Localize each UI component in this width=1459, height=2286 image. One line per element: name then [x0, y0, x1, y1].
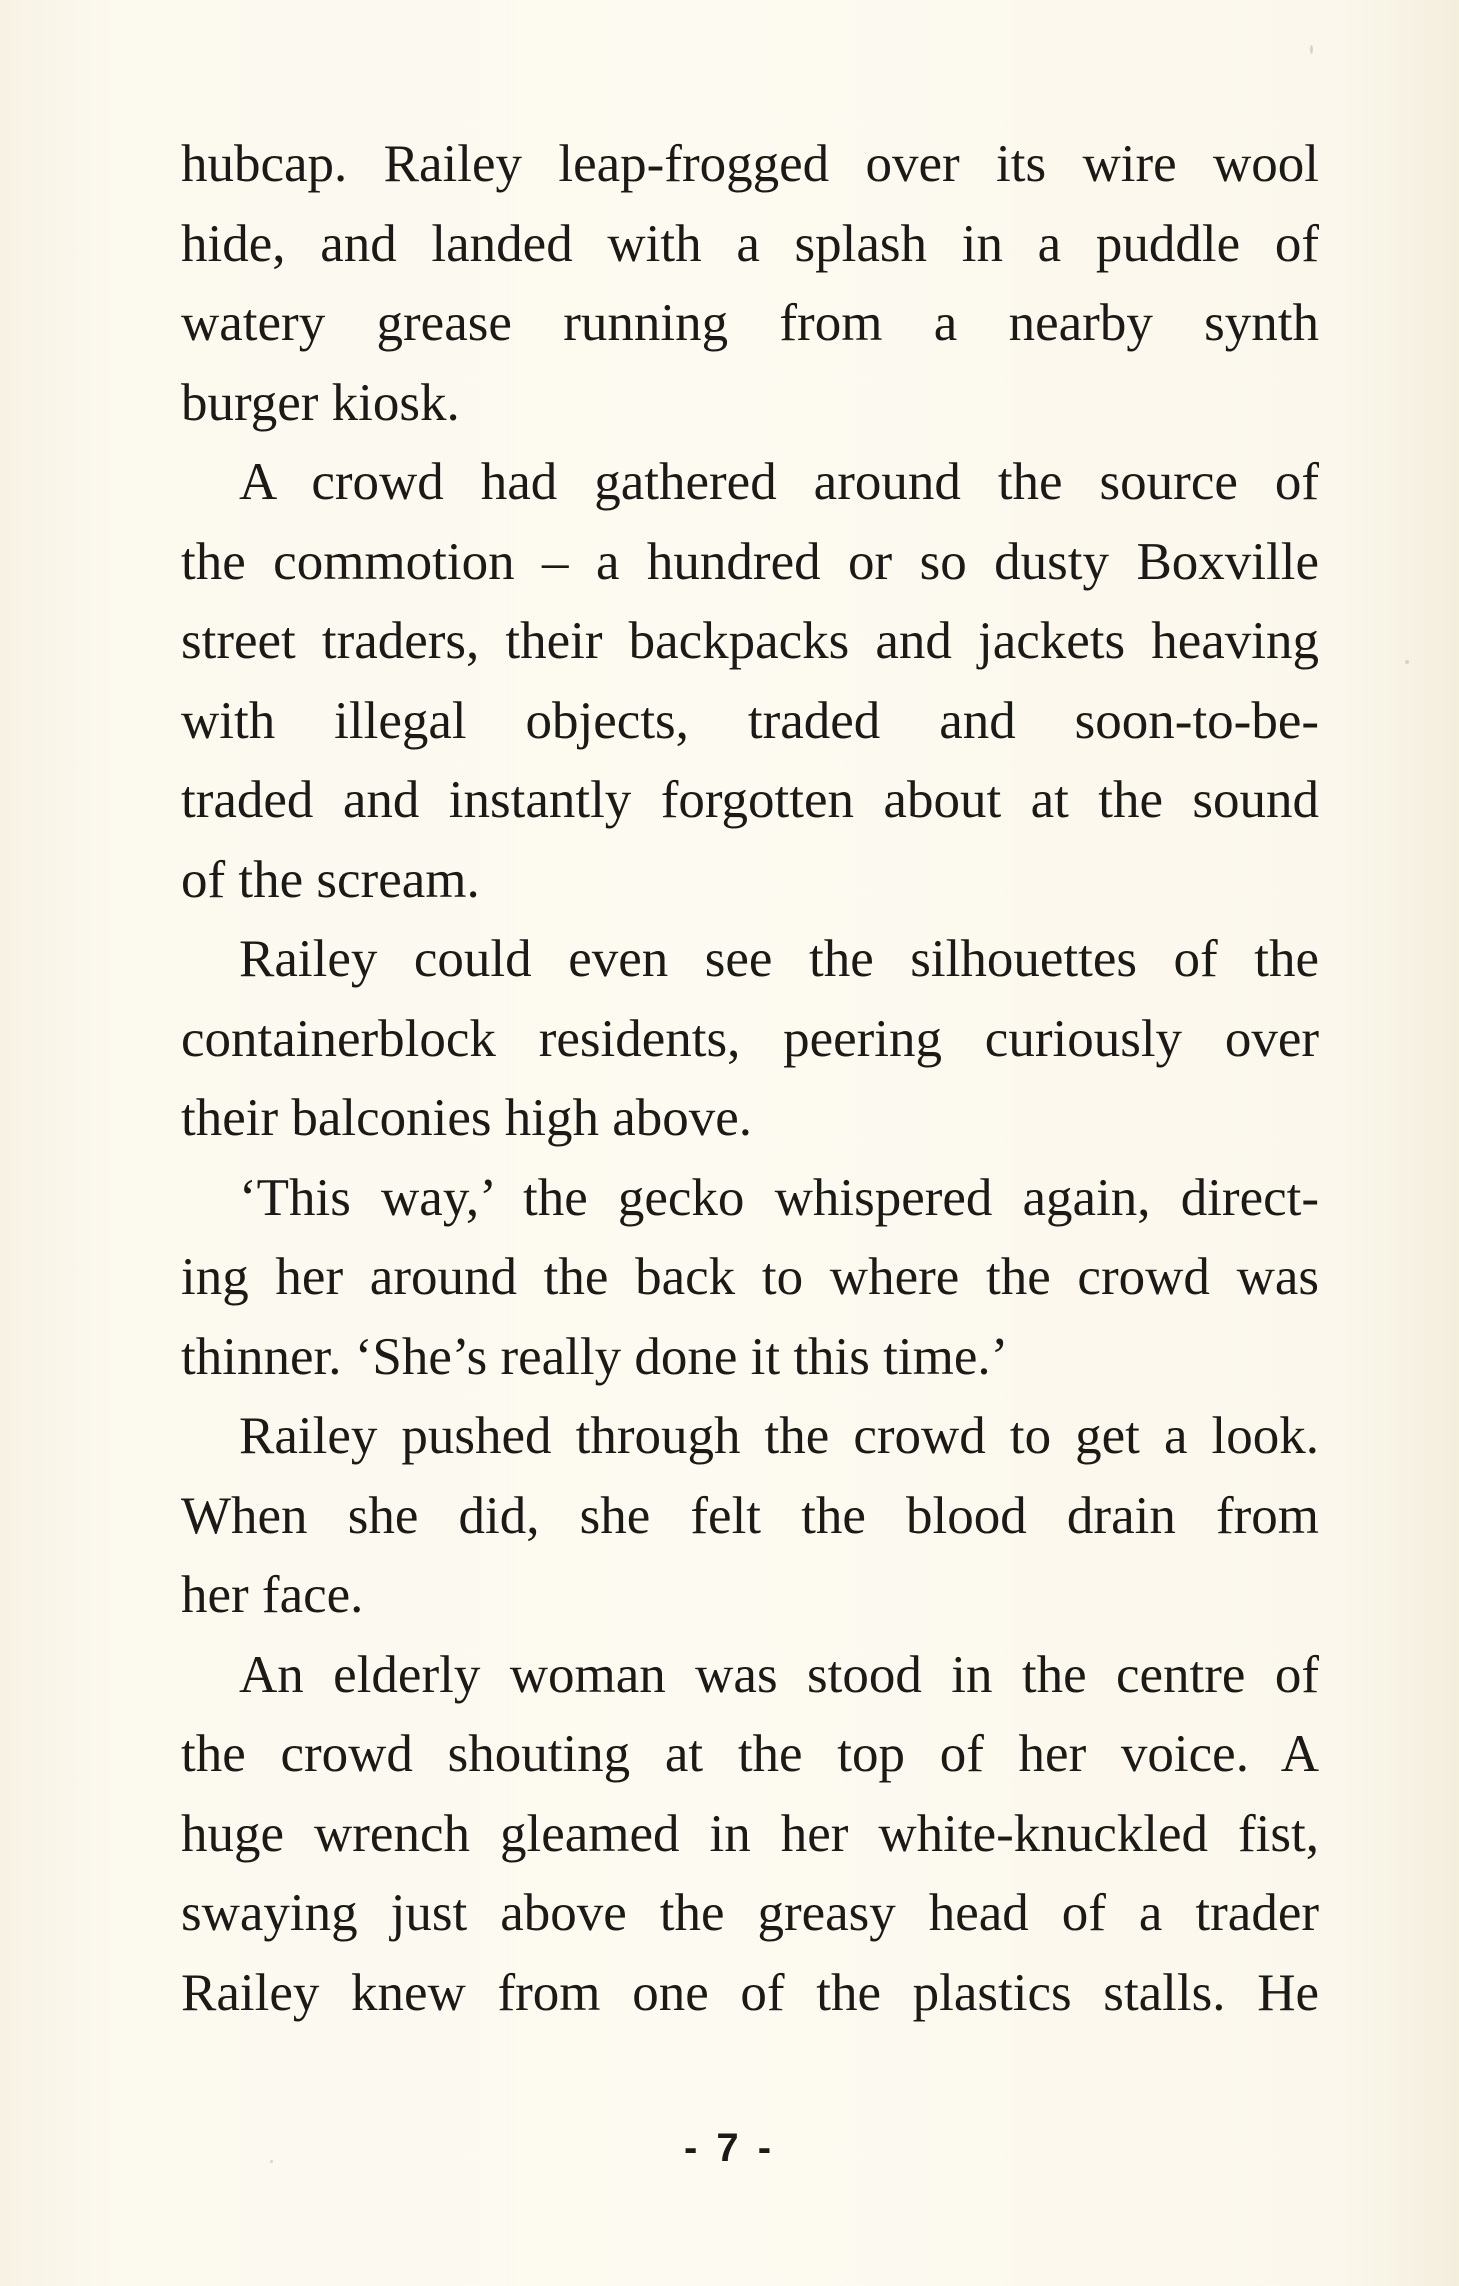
paper-speck — [1405, 660, 1409, 664]
text-line: traded and instantly forgotten about at the sound — [181, 771, 1319, 829]
text-line: huge wrench gleamed in her white-knuckled fist, — [181, 1804, 1319, 1863]
body-text — [181, 125, 1319, 2033]
text-line: ing her around the back to where the crowd was — [181, 1248, 1319, 1306]
text-line: When she did, she felt the blood drain from — [181, 1486, 1319, 1545]
text-line: watery grease running from a nearby synth — [181, 294, 1319, 352]
text-line: Railey pushed through the crowd to get a look. — [239, 1407, 1319, 1465]
text-line: hide, and landed with a splash in a puddle of — [181, 214, 1319, 273]
text-line: the commotion – a hundred or so dusty Boxville — [181, 532, 1319, 591]
text-line: swaying just above the greasy head of a trader — [181, 1884, 1319, 1942]
text-line: with illegal objects, traded and soon-to-be- — [181, 691, 1319, 750]
text-line: Railey knew from one of the plastics stalls. He — [181, 1963, 1319, 2022]
text-line: thinner. ‘She’s really done it this time.’ — [181, 1327, 1009, 1386]
text-line: containerblock residents, peering curiously over — [181, 1009, 1319, 1068]
text-line: hubcap. Railey leap-frogged over its wire wool — [181, 135, 1319, 193]
text-line: their balconies high above. — [181, 1089, 753, 1147]
paper-speck — [1310, 45, 1313, 54]
text-line: of the scream. — [181, 850, 480, 909]
text-line: the crowd shouting at the top of her voice. A — [181, 1725, 1319, 1783]
text-line: her face. — [181, 1566, 364, 1624]
page-number: - 7 - — [683, 2126, 776, 2170]
text-line: Railey could even see the silhouettes of the — [239, 930, 1319, 988]
text-line: burger kiosk. — [181, 373, 460, 432]
text-line: An elderly woman was stood in the centre of — [239, 1645, 1319, 1704]
text-line: A crowd had gathered around the source of — [239, 453, 1319, 511]
text-line: ‘This way,’ the gecko whispered again, direct- — [239, 1168, 1319, 1227]
text-line: street traders, their backpacks and jackets heaving — [181, 612, 1319, 670]
